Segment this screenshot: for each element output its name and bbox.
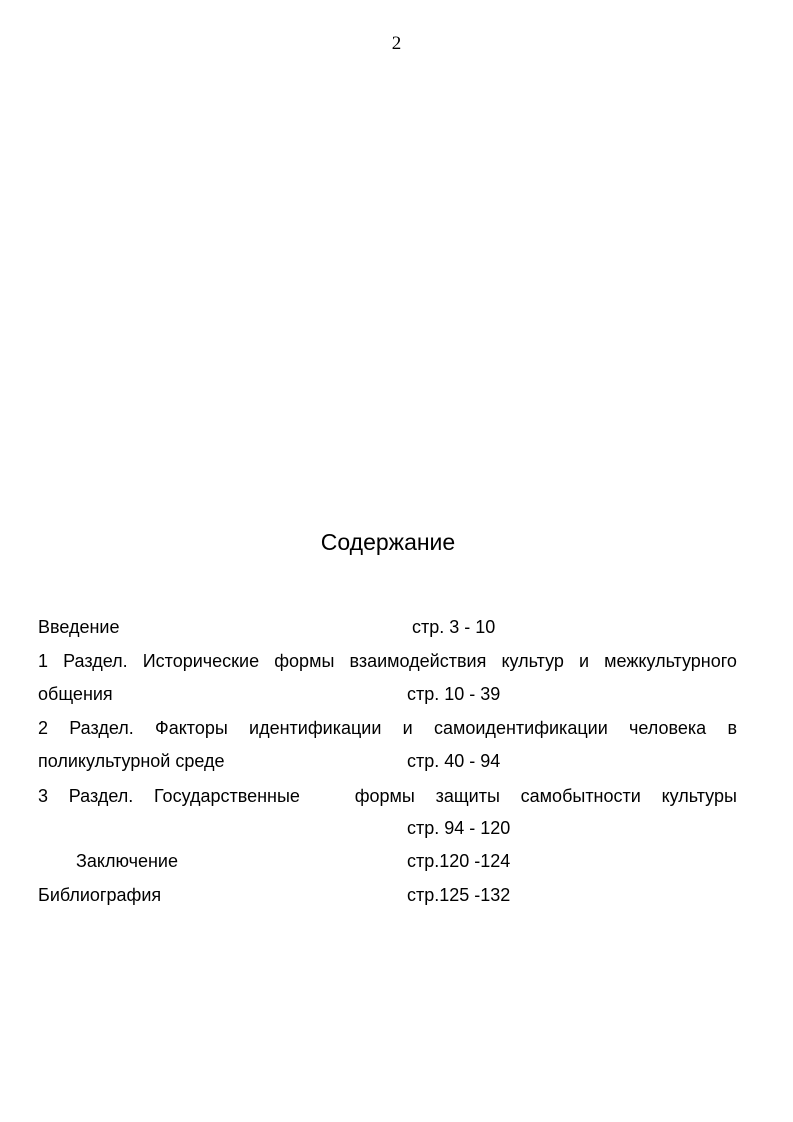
toc-word: культур [501, 651, 564, 671]
toc-word: формы [354, 786, 415, 806]
toc-word: Государственные [154, 786, 300, 806]
toc-section2-heading [38, 718, 737, 738]
toc-word: Исторические [142, 651, 260, 671]
toc-intro-label: Введение [38, 617, 120, 637]
toc-word: 1 [38, 651, 49, 671]
toc-word: 3 [38, 786, 49, 806]
toc-word: в [727, 718, 737, 738]
toc-word: Раздел. [69, 718, 134, 738]
toc-section3-pages: стр. 94 - 120 [407, 818, 511, 838]
page-title: Содержание [320, 529, 456, 555]
toc-word: формы [274, 651, 335, 671]
toc-word: защиты [435, 786, 500, 806]
toc-word: человека [629, 718, 707, 738]
toc-word: самоидентификации [433, 718, 608, 738]
toc-bibliography-pages: стр.125 -132 [407, 885, 511, 905]
toc-word: 2 [38, 718, 49, 738]
toc-word: межкультурного [604, 651, 737, 671]
toc-bibliography-label: Библиография [38, 885, 162, 905]
toc-word: взаимодействия [349, 651, 487, 671]
toc-conclusion-label: Заключение [76, 851, 178, 871]
toc-word: культуры [661, 786, 737, 806]
toc-section1-continuation: общения [38, 684, 113, 704]
toc-word: Раздел. [68, 786, 134, 806]
toc-word: и [579, 651, 590, 671]
toc-section3-heading [38, 786, 737, 806]
page-number: 2 [391, 33, 402, 54]
toc-word: Раздел. [63, 651, 128, 671]
toc-intro-pages: стр. 3 - 10 [412, 617, 496, 637]
toc-word: идентификации [249, 718, 382, 738]
toc-word: и [402, 718, 413, 738]
toc-word: самобытности [520, 786, 641, 806]
toc-word: Факторы [155, 718, 228, 738]
toc-conclusion-pages: стр.120 -124 [407, 851, 511, 871]
toc-section2-pages: стр. 40 - 94 [407, 751, 501, 771]
toc-section2-continuation: поликультурной среде [38, 751, 225, 771]
toc-section1-heading [38, 651, 737, 671]
toc-section1-pages: стр. 10 - 39 [407, 684, 501, 704]
